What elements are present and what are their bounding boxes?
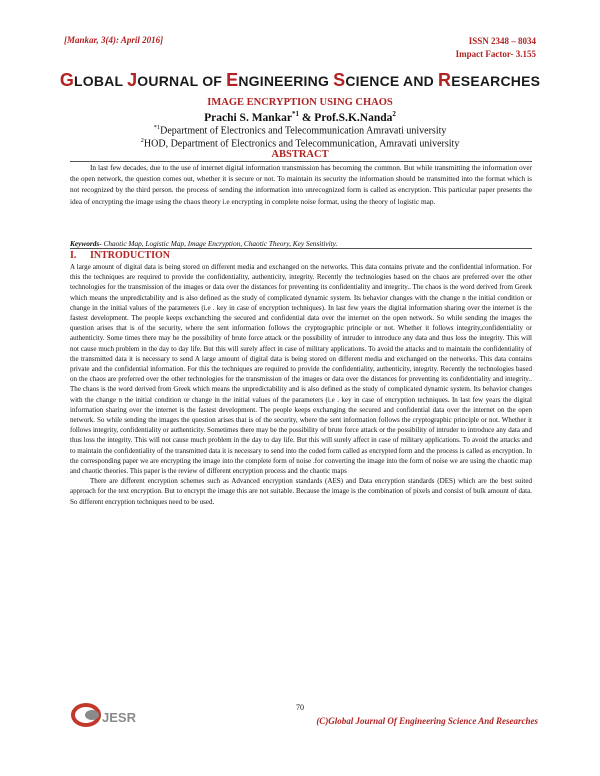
affiliation-1-sup: *1 bbox=[153, 124, 161, 131]
paper-title: IMAGE ENCRYPTION USING CHAOS bbox=[207, 97, 393, 108]
introduction-paragraph-2: There are different encryption schemes such as Advanced encryption standards (AES) and Data encryption standards (DES) which are the best suited approach for the text encryption. But to encrypt the image this are not suitable. Because the image is the combination of pixels and consist of bulk amount of data. So different encryption techniques need to be used. bbox=[70, 477, 532, 506]
journal-title bbox=[0, 70, 600, 91]
journal-cap-5: R bbox=[438, 70, 452, 90]
section-title: INTRODUCTION bbox=[90, 250, 171, 261]
keywords-label: Keywords- bbox=[70, 239, 102, 248]
journal-cap-3: E bbox=[226, 70, 239, 90]
footer-copyright: (C)Global Journal Of Engineering Science And Researches bbox=[316, 716, 538, 726]
journal-word-3: NGINEERING bbox=[238, 73, 334, 89]
keywords bbox=[70, 239, 532, 248]
journal-cap-2: J bbox=[127, 70, 138, 90]
affiliation-1-text: Department of Electronics and Telecommunication Amravati university bbox=[160, 125, 447, 137]
journal-word-2: OURNAL OF bbox=[137, 73, 227, 89]
section-heading-introduction bbox=[70, 250, 170, 261]
page-number: 70 bbox=[296, 703, 304, 712]
keywords-divider bbox=[70, 248, 532, 249]
journal-word-1: LOBAL bbox=[74, 73, 128, 89]
affiliation-2-sup: 2 bbox=[140, 137, 144, 144]
affiliation-1 bbox=[0, 124, 600, 136]
header-issn-block bbox=[456, 35, 536, 61]
section-number: I. bbox=[70, 250, 77, 261]
logo-text: JESR bbox=[102, 710, 136, 725]
abstract-text: In last few decades, due to the use of internet digital information transmission has becoming the common. But while transmitting the information over the open network, the question comes out, whether it is secure or not. To maintain its security the information should be transmitted into the format which is not recognized by the third person. the process of sending the information into unrecognized form is called as encryption. This particular paper presents the idea of encrypting the image using the chaos theory i.e encrypting in complete noise format, using the theory of logistic map. bbox=[70, 163, 532, 206]
abstract-heading: ABSTRACT bbox=[271, 149, 329, 160]
journal-cap-4: S bbox=[333, 70, 346, 90]
keywords-text: Chaotic Map, Logistic Map, Image Encryption, Chaotic Theory, Key Sensitivity. bbox=[101, 239, 338, 248]
author-1-sup: *1 bbox=[291, 110, 299, 118]
journal-cap-1: G bbox=[59, 70, 75, 90]
author-separator: & Prof.S.K.Nanda bbox=[298, 111, 393, 124]
affiliation-2-text: HOD, Department of Electronics and Telecommunication, Amravati university bbox=[143, 138, 460, 150]
author-1: Prachi S. Mankar bbox=[204, 111, 292, 124]
author-2-sup: 2 bbox=[392, 110, 396, 118]
introduction-body bbox=[70, 262, 532, 507]
journal-word-5: ESEARCHES bbox=[451, 73, 541, 89]
header-impact-factor: Impact Factor- 3.155 bbox=[455, 49, 536, 59]
journal-word-4: CIENCE AND bbox=[345, 73, 439, 89]
paper-authors bbox=[0, 110, 600, 124]
header-issn: ISSN 2348 – 8034 bbox=[468, 36, 536, 46]
introduction-paragraph-1: A large amount of digital data is being stored on different media and exchanged on the networks. This data contains private and the confidential information. For this the techniques are required to provide the confidentiality, authenticity, integrity. Recently the technologies based on the chaos are preferred over the other technologies for the transmission of the images or data over the distances for preventing its confidentiality and integrity.. The chaos is the word derived from Greek which means the unpredictability and is also defined as the study of complicated dynamic system. Its behavior changes with the change n the initial condition or change in the initial values of the parameters (i.e . key in case of encryption techniques). In last few years the digital information sharing over the internet is the fastest development. The people keeps exchanching the secured and confidential data over the internet on the open network. So while sending the images the question arises that is of the security, where the sent information follows the cryptographic principle or not. Whether it follows integrity,confidentiality or authenticity. Some times there may be the possibility of brute force attack or the possibility of intruder to introduce any data and thus loss the integrity. This will not cause much problem in the day to day life. But this will surely affect in case of military applications. To avoid the attacks and to maintain the confidentiality of the transmitted data it is necessary to send A large amount of digital data is being stored on different media and exchanged on the networks. This data contains private and the confidential information. For this the techniques are required to provide the confidentiality, authenticity, integrity. Recently the technologies based on the chaos are preferred over the other technologies for the transmission of the images or data over the distances for preventing its confidentiality and integrity.. The chaos is the word derived from Greek which means the unpredictability and is also defined as the study of complicated dynamic system. Its behavior changes with the change n the initial condition or change in the initial values of the parameters (i.e . key in case of encryption techniques. In last few years the digital information sharing over the internet is the fastest development. The people keeps exchanging the secured and confidential data over the internet on the open network. So while sending the images the question arises that is of the security, where the sent information follows the cryptographic principle or not. Whether it follows integrity, confidentiality or authenticity. Sometimes there may be the possibility of brute force attack or the possibility of intruder to introduce any data and thus loss the integrity. This will not cause much problem in the day to day life. But this will surely affect in case of military applications. To avoid the attacks and to maintain the confidentiality of the transmitted data it is necessary to send into the coded form called as encrypted form and the process is called as encryption. In the corresponding paper we are encrypting the image into the complete form of noise .for converting the image into the form of noise we are using the chaotic map and chaotic theories. This paper is the review of different encryption process and the chaotic maps bbox=[70, 263, 532, 476]
affiliation-2 bbox=[0, 137, 600, 149]
header-citation: [Mankar, 3(4): April 2016] bbox=[64, 35, 164, 45]
